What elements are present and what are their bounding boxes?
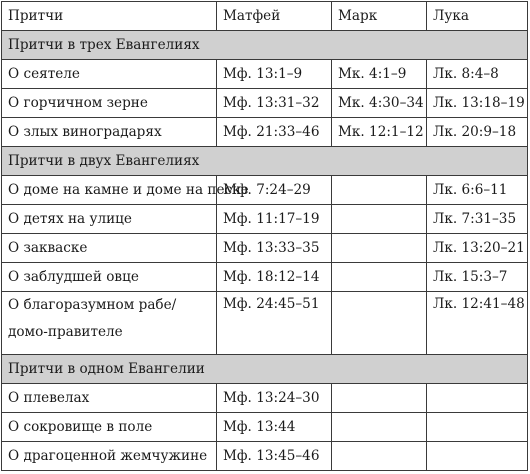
luke-ref: [427, 412, 528, 441]
mark-ref: [332, 292, 427, 354]
luke-ref: Лк. 6:6–11: [427, 176, 528, 205]
luke-ref: Лк. 20:9–18: [427, 118, 528, 147]
matthew-ref: Мф. 24:45–51: [217, 292, 332, 354]
parables-table: [1, 1, 528, 471]
parable-name: О горчичном зерне: [2, 89, 217, 118]
matthew-ref: Мф. 7:24–29: [217, 176, 332, 205]
mark-ref: [332, 176, 427, 205]
luke-ref: Лк. 15:3–7: [427, 263, 528, 292]
header-luke: Лука: [427, 2, 528, 31]
table-row: [2, 292, 528, 354]
parable-name: О закваске: [2, 234, 217, 263]
section-title: Притчи в одном Евангелии: [2, 354, 528, 383]
parable-name: О сокровище в поле: [2, 412, 217, 441]
section-title: Притчи в двух Евангелиях: [2, 147, 528, 176]
header-matthew: Матфей: [217, 2, 332, 31]
luke-ref: Лк. 13:20–21: [427, 234, 528, 263]
mark-ref: [332, 205, 427, 234]
matthew-ref: Мф. 13:44: [217, 412, 332, 441]
mark-ref: [332, 263, 427, 292]
luke-ref: [427, 383, 528, 412]
parable-name: О драгоценной жемчужине: [2, 441, 217, 470]
table-row: [2, 441, 528, 470]
table-row: [2, 263, 528, 292]
table-row: [2, 176, 528, 205]
mark-ref: Мк. 4:30–34: [332, 89, 427, 118]
parable-name: О заблудшей овце: [2, 263, 217, 292]
mark-ref: Мк. 4:1–9: [332, 60, 427, 89]
mark-ref: [332, 234, 427, 263]
table-row: [2, 383, 528, 412]
luke-ref: Лк. 12:41–48: [427, 292, 528, 354]
parable-name: О детях на улице: [2, 205, 217, 234]
section-row: [2, 147, 528, 176]
table-row: [2, 412, 528, 441]
parable-name: О злых виноградарях: [2, 118, 217, 147]
table-row: [2, 89, 528, 118]
luke-ref: Лк. 8:4–8: [427, 60, 528, 89]
matthew-ref: Мф. 13:45–46: [217, 441, 332, 470]
table-row: [2, 205, 528, 234]
luke-ref: Лк. 13:18–19: [427, 89, 528, 118]
parable-name: О благоразумном рабе/домо-правителе: [2, 292, 217, 354]
table-row: [2, 118, 528, 147]
luke-ref: [427, 441, 528, 470]
section-row: [2, 31, 528, 60]
mark-ref: [332, 412, 427, 441]
header-mark: Марк: [332, 2, 427, 31]
parable-name: О сеятеле: [2, 60, 217, 89]
parable-name: О доме на камне и доме на песке: [2, 176, 217, 205]
matthew-ref: Мф. 18:12–14: [217, 263, 332, 292]
mark-ref: Мк. 12:1–12: [332, 118, 427, 147]
parable-name: О плевелах: [2, 383, 217, 412]
matthew-ref: Мф. 13:1–9: [217, 60, 332, 89]
section-row: [2, 354, 528, 383]
mark-ref: [332, 383, 427, 412]
table-row: [2, 60, 528, 89]
mark-ref: [332, 441, 427, 470]
header-row: [2, 2, 528, 31]
matthew-ref: Мф. 13:31–32: [217, 89, 332, 118]
table-row: [2, 234, 528, 263]
matthew-ref: Мф. 13:33–35: [217, 234, 332, 263]
matthew-ref: Мф. 13:24–30: [217, 383, 332, 412]
matthew-ref: Мф. 11:17–19: [217, 205, 332, 234]
header-parables: Притчи: [2, 2, 217, 31]
section-title: Притчи в трех Евангелиях: [2, 31, 528, 60]
luke-ref: Лк. 7:31–35: [427, 205, 528, 234]
matthew-ref: Мф. 21:33–46: [217, 118, 332, 147]
